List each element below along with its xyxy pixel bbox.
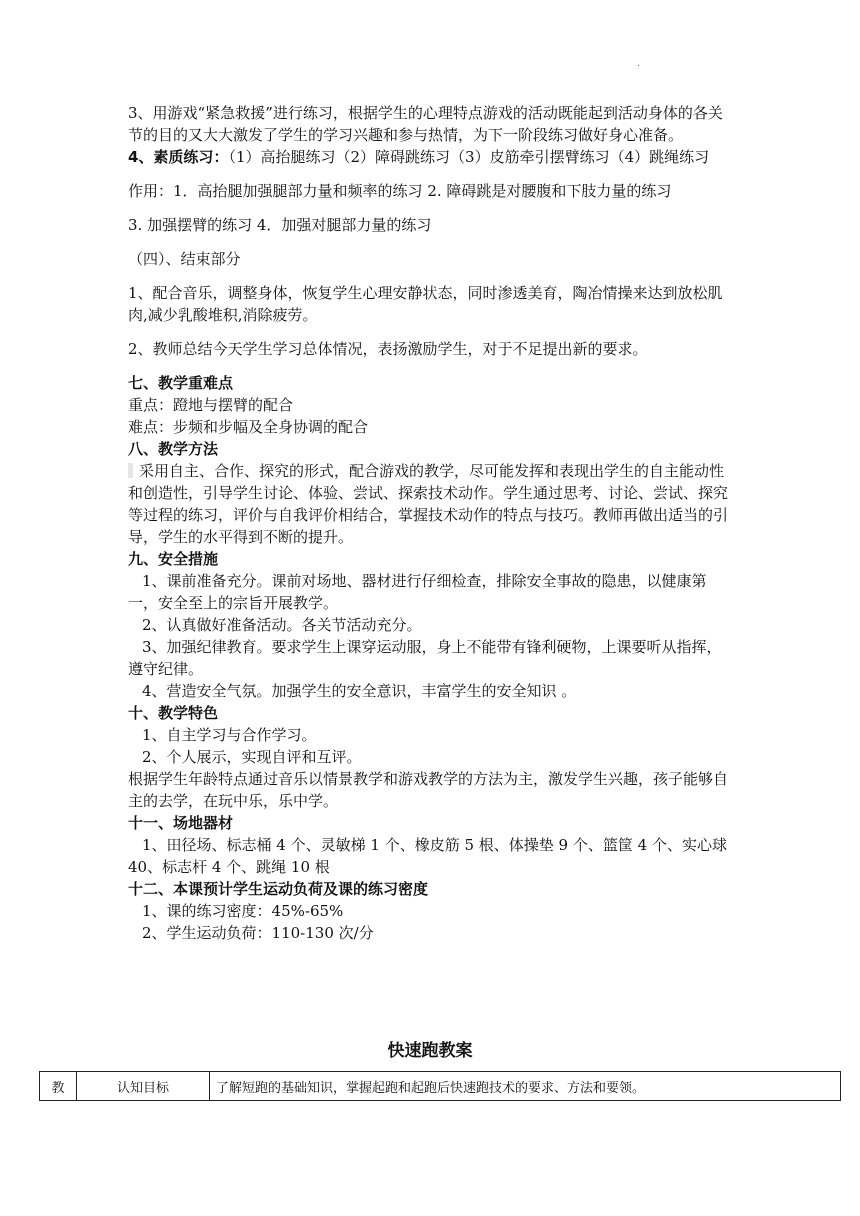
section-11-text: 1、田径场、标志桶 4 个、灵敏梯 1 个、橡皮筋 5 根、体操垫 9 个、篮筐 4 个、实心球 40、标志杆 4 个、跳绳 10 根 bbox=[128, 836, 727, 876]
header-mark: . bbox=[637, 58, 641, 69]
end-part-item-2: 2、教师总结今天学生学习总体情况，表扬激励学生，对于不足提出新的要求。 bbox=[128, 340, 648, 358]
section-8-title: 八、教学方法 bbox=[128, 440, 219, 458]
section-9-title: 九、安全措施 bbox=[128, 550, 219, 568]
section-7-key: 重点：蹬地与摆臂的配合 bbox=[128, 396, 294, 414]
section-7-hard: 难点：步频和步幅及全身协调的配合 bbox=[128, 418, 369, 436]
section-9-item-4: 4、营造安全气氛。加强学生的安全意识，丰富学生的安全知识 。 bbox=[142, 682, 577, 700]
section-12-item-2: 2、学生运动负荷：110-130 次/分 bbox=[142, 924, 374, 942]
section-9-item-2: 2、认真做好准备活动。各关节活动充分。 bbox=[142, 616, 422, 634]
section-11-title: 十一、场地器材 bbox=[128, 814, 234, 832]
quality-text: （1）高抬腿练习（2）障碍跳练习（3）皮筋牵引摆臂练习（4）跳绳练习 bbox=[228, 148, 710, 166]
section-10-text: 根据学生年龄特点通过音乐以情景教学和游戏教学的方法为主，激发学生兴趣，孩子能够自主的去学，在玩中乐，乐中学。 bbox=[128, 770, 729, 810]
paragraph-marker bbox=[128, 463, 133, 478]
section-8-text bbox=[128, 460, 728, 548]
lesson-plan-table bbox=[39, 1071, 841, 1101]
paragraph-game-practice: 3、用游戏“紧急救援”进行练习，根据学生的心理特点游戏的活动既能起到活动身体的各关节的目的又大大激发了学生的学习兴趣和参与热情，为下一阶段练习做好身心准备。 bbox=[128, 104, 723, 144]
section-10-title: 十、教学特色 bbox=[128, 704, 219, 722]
paragraph-effect-1: 作用：1．高抬腿加强腿部力量和频率的练习 2. 障碍跳是对腰腹和下肢力量的练习 bbox=[128, 182, 672, 200]
lesson-content bbox=[128, 102, 728, 944]
end-part-item-1: 1、配合音乐，调整身体，恢复学生心理安静状态，同时渗透美育，陶冶情操来达到放松肌肉,减少乳酸堆积,消除疲劳。 bbox=[128, 284, 723, 324]
paragraph-effect-2: 3. 加强摆臂的练习 4．加强对腿部力量的练习 bbox=[128, 216, 432, 234]
table-row bbox=[40, 1072, 841, 1101]
section-10-item-2: 2、个人展示，实现自评和互评。 bbox=[142, 748, 362, 766]
section-8-body: 采用自主、合作、探究的形式，配合游戏的教学，尽可能发挥和表现出学生的自主能动性和创造性，引导学生讨论、体验、尝试、探索技术动作。学生通过思考、讨论、尝试、探究等过程的练习，评价与自我评价相结合，掌握技术动作的特点与技巧。教师再做出适当的引导，学生的水平得到不断的提升。 bbox=[128, 462, 729, 546]
section-12-item-1: 1、课的练习密度：45%-65% bbox=[142, 902, 344, 920]
table-cell-goal-text: 了解短跑的基础知识，掌握起跑和起跑后快速跑技术的要求、方法和要领。 bbox=[210, 1072, 841, 1101]
quality-lead: 4、素质练习： bbox=[128, 148, 229, 166]
section-7-title: 七、教学重难点 bbox=[128, 374, 234, 392]
section-9-item-1: 1、课前准备充分。课前对场地、器材进行仔细检查，排除安全事故的隐患，以健康第一，安全至上的宗旨开展教学。 bbox=[128, 572, 707, 612]
lesson-plan-title: 快速跑教案 bbox=[387, 1041, 473, 1061]
paragraph-quality-practice bbox=[128, 146, 728, 168]
table-cell-goal-type: 认知目标 bbox=[77, 1072, 210, 1101]
section-9-item-3: 3、加强纪律教育。要求学生上课穿运动服，身上不能带有锋利硬物，上课要听从指挥，遵守纪律。 bbox=[128, 638, 722, 678]
section-12-title: 十二、本课预计学生运动负荷及课的练习密度 bbox=[128, 880, 429, 898]
end-part-heading: （四）、结束部分 bbox=[128, 250, 241, 268]
table-cell-category: 教 bbox=[40, 1072, 77, 1101]
section-10-item-1: 1、自主学习与合作学习。 bbox=[142, 726, 317, 744]
